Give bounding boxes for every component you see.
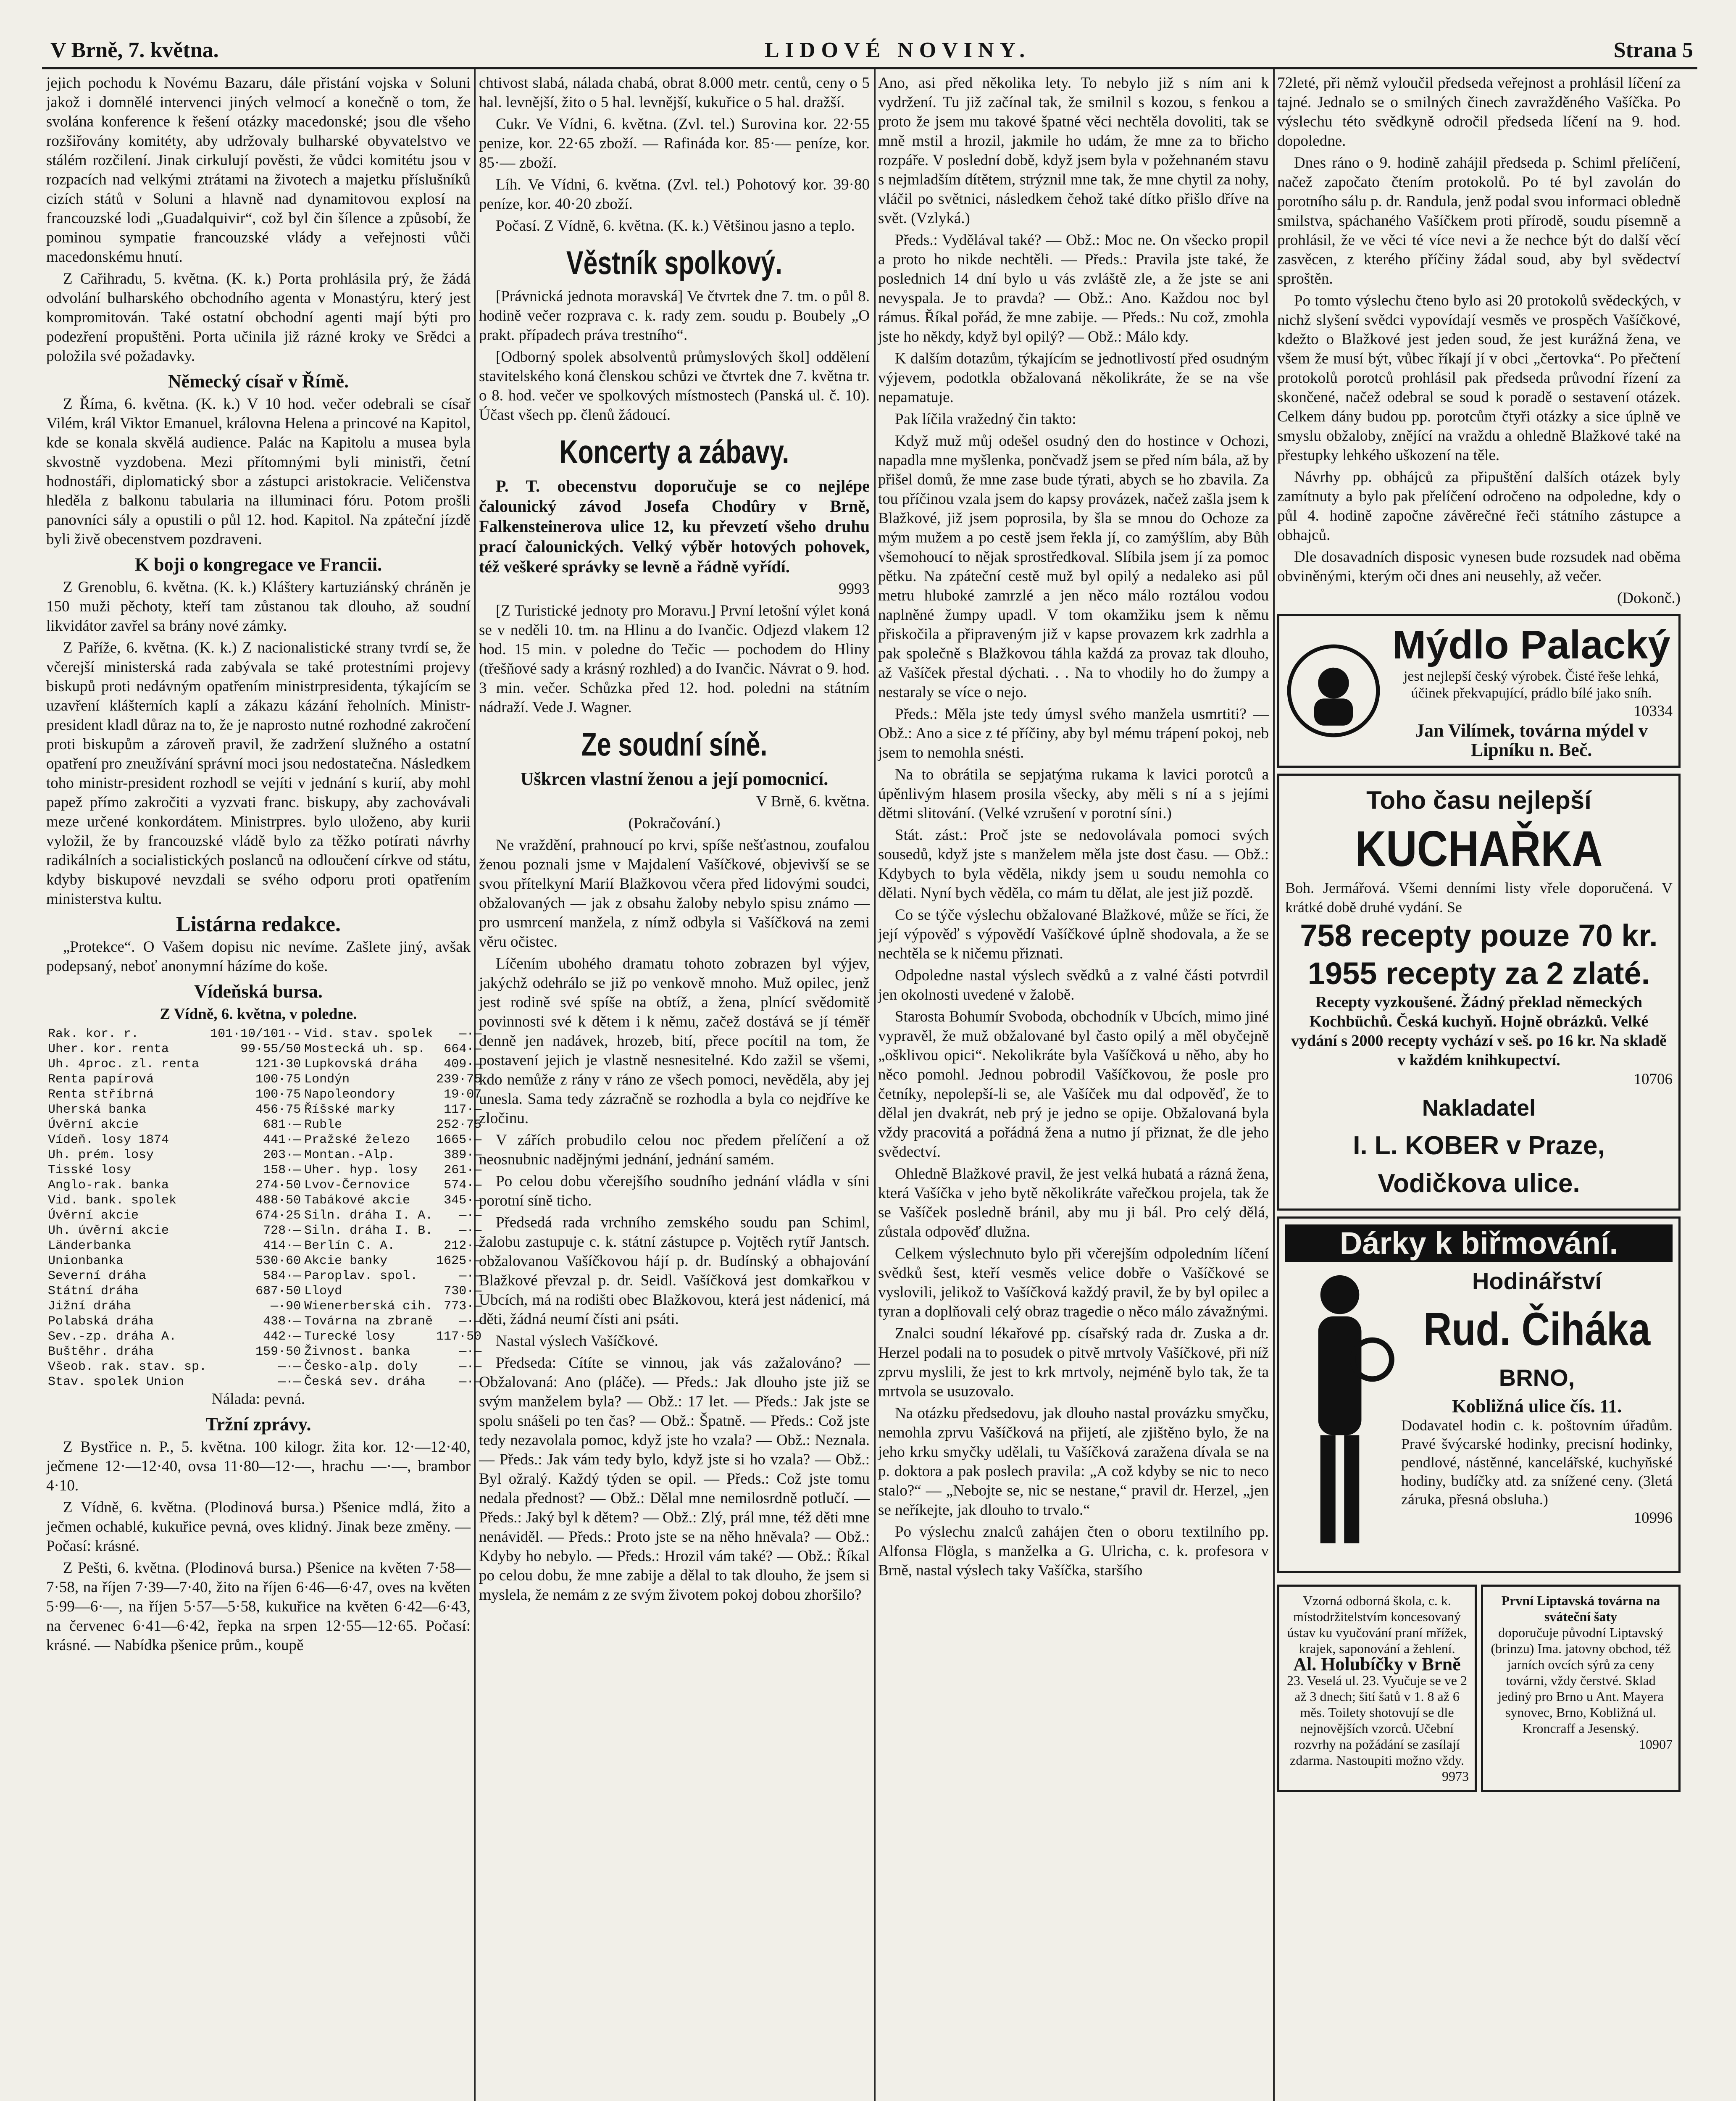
article-text: 72leté, při němž vyloučil předseda veřejnost a prohlásil líčení za tajné. Jednalo se o smilných činech zavražděného Vašíčka. Po výslechu této svědkyně odročil předseda líčení na 9. hod. dopoledne. [1277, 74, 1681, 150]
bursa-security: Tisské losy [48, 1163, 132, 1177]
bursa-row [46, 1027, 483, 1042]
ad-firm: Rud. Čiháka [1423, 1303, 1651, 1355]
bursa-price: 409·— [444, 1057, 482, 1072]
bursa-dateline: Z Vídně, 6. května, v poledne. [160, 1006, 357, 1023]
bursa-security: Uher. kor. renta [48, 1042, 169, 1056]
bursa-security: Wienerberská cih. [304, 1299, 433, 1314]
column-divider [1273, 69, 1275, 2101]
bursa-price: 117·50 [436, 1330, 482, 1344]
ad-text: Recepty vyzkoušené. Žádný překlad německých Kochbüchů. Česká kuchyň. Hojně obrázků. Velké vydání s 2000 recepty vychází v seš. po 16 kr. Na skladě v každém knihkupectví. [1291, 993, 1667, 1069]
ad-cookbook [1277, 774, 1681, 1211]
bursa-price: —·— [459, 1269, 482, 1283]
bursa-price: 1665·— [436, 1133, 482, 1147]
bursa-security: Lupkovská dráha [304, 1057, 418, 1072]
article-text: Po tomto výslechu čteno bylo asi 20 protokolů svědeckých, v nichž slyšení svědci vypovídají vesměs ve prospěch Vašíčkové, kdežto o Blažkové jest jeden soud, že jest kurážná žena, ve všem že musí být, vůbec říkají jí v obci „čertovka“. Po přečtení protokolů porotců prohlásil pak předseda průvodní řízení za skončené, načež odebral se soud k poradě o sestavení otázek. Celkem dány budou pp. porotcům čtyři otázky a sice úplně ve smyslu obžaloby, znějící na vraždu a ohledně Blažkové také na přestupky lehkého uškození na těle. [1277, 292, 1681, 464]
advertisement: P. T. obecenstvu doporučuje se co nejlépe čalounický závod Josefa Chodûry v Brně, Falkensteinerova ulice 12, ku převzetí všeho druhu prací čalounických. Velký výběr hotových pohovek, též veškeré správky se levně a řádně vyřídí. [479, 477, 870, 576]
bursa-security: Tabákové akcie [304, 1193, 410, 1208]
bursa-security: Sev.-zp. dráha A. [48, 1330, 177, 1344]
article-text: [Právnická jednota moravská] Ve čtvrtek dne 7. tm. o půl 8. hodině večer rozprava c. k. rady zem. soudu p. Boubely „O prakt. případech práva trestního“. [479, 288, 870, 344]
ad-text: 23. Veselá ul. 23. Vyučuje se ve 2 až 3 dnech; šití šatů v 1. 8 až 6 měs. Toilety shotovují se dle nejnovějších vzorců. Učební rozvrhy na požádání se zasílají zdarma. Nastoupiti možno vždy. [1287, 1673, 1467, 1768]
header-masthead: LIDOVÉ NOVINY. [765, 38, 1031, 62]
article-dateline: V Brně, 6. května. [756, 793, 870, 810]
bursa-price: —·— [459, 1345, 482, 1359]
article-text: Z Grenoblu, 6. května. (K. k.) Kláštery kartuziánský chráněn je 150 muži pěchoty, kteří tam zůstanou tak dlouho, až soudní likvidátor zavřel sa brány nové zámky. [46, 579, 471, 635]
article-text: Ne vraždění, prahnoucí po krvi, spíše nešťastnou, zoufalou ženou poznali jsme v Majdalení Vašíčkové, objevivší se se svou přítelkyní Marií Blažkovou včera před lidovými soudci, obžalovaných — jak z obsahu žaloby nebylo spisu známo — pro usmrcení manžela, z nímž odbyla si Vašíčková na zemi věru očistec. [479, 837, 870, 950]
article-text: Předs.: Měla jste tedy úmysl svého manžela usmrtiti? — Obž.: Ano a sice z té příčiny, aby byl mému trápení pokoj, neb jsem to nemohla snésti. [878, 706, 1269, 761]
bursa-row [46, 1178, 483, 1193]
bursa-row [46, 1087, 483, 1102]
ad-soap [1277, 614, 1681, 768]
ad-title: První Liptavská továrna na sváteční šaty [1501, 1593, 1660, 1624]
bursa-security: Montan.-Alp. [304, 1148, 395, 1162]
ad-firm: Jan Vilímek, továrna mýdel v Lipníku n. Beč. [1415, 720, 1648, 760]
ad-number: 10907 [1639, 1737, 1673, 1752]
bursa-price: 574·— [444, 1178, 482, 1193]
bursa-row [46, 1344, 483, 1359]
bursa-price: —·— [459, 1375, 482, 1389]
article-text: Dnes ráno o 9. hodině zahájil předseda p. Schiml přelíčení, načež započato čtením protokolů. Po té byl zavolán do porotního sálu p. dr. Randula, jenž podal svou informaci obledně smilstva, spáchaného Vašíčkem proti přírodě, soudu písemně a prohlásil, že ve věci té více nevi a že nechce být do další věcí zasvěcen, z kterého příčiny žádal soud, aby byl svědectví sproštěn. [1277, 154, 1681, 287]
bursa-price: —·— [459, 1360, 482, 1374]
section-heading: Věstník spolkový. [566, 244, 782, 281]
article-text: Předsedá rada vrchního zemského soudu pan Schiml, žalobu zastupuje c. k. státní zástupce p. Vojtěch rytíř Jantsch. obžalovanou Vašíčkovou hájí p. dr. Budínský a obhajování Blažkové převzal p. dr. Seidl. Vašíčková jest domkařkou v Ubcích, má na rodišti obec Blažkovou, která jest nádenicí, má děti, žádná neumí čísti ani psáti. [479, 1214, 870, 1328]
bursa-security: Anglo-rak. banka [48, 1178, 169, 1193]
bursa-price: 664·— [444, 1042, 482, 1056]
bursa-security: Mostecká uh. sp. [304, 1042, 426, 1056]
bursa-price: 441·— [263, 1133, 301, 1147]
article-text: Když muž můj odešel osudný den do hostince v Ochozi, napadla mne myšlenka, pončvadž jsem se před ním bála, až by přišel domů, že mne zase bude týrati, abych se ho zbavila. Za tou příčinou vzala jsem do kapsy provázek, načež zašla jsem k Blažkové, již jsem poprosila, by šla se mnou do Ochoze za mým mužem a po cestě jsem řekla jí, co zamýšlím, aby Bůh všemohoucí to nějak sprostředkoval. Slíbila jsem jí za pomoc pětku. Na zpáteční cestě muž byl opilý a nedaleko asi půl metru hluboké zamrzlé a jen něco málo roztálou vodou naplněné žumpy upadl. V tom okamžiku jsem k němu přiskočila a připraveným již v kapse provazem krk zadrhla a pak společně s Blažkovou táhla každá za provaz tak dlouho, až Vašíček přestal dýchati. . . Na to vhodily ho do žumpy a nestaraly se více o nejo. [878, 432, 1269, 701]
bursa-security: Vid. stav. spolek [304, 1027, 433, 1041]
bursa-price: —·— [459, 1027, 482, 1041]
column-2 [479, 74, 870, 2101]
ad-text: Vzorná odborná škola, c. k. místodržitelstvím koncesovaný ústav ku vyučování praní mřížek, krajek, saponování a žehlení. [1287, 1593, 1467, 1656]
bursa-security: Lvov-Černovice [304, 1178, 410, 1193]
bursa-security: Berlín C. A. [304, 1239, 395, 1253]
bursa-row [46, 1148, 483, 1163]
bursa-row [46, 1374, 483, 1390]
article-text: Předs.: Vydělával také? — Obž.: Moc ne. On všecko propil a proto ho nikde nechtěli. — Předs.: Pravila jste také, že poslednich 14 dní bylo u vás zvláště zle, a že jste se ani nevyspala. Je to pravda? — Obž.: Ano. Každou noc byl rámus. Říkal pořád, že mne zabije. — Předs.: Nu což, zmohla jste ho někdy, když byl opilý? — Obž.: Málo kdy. [878, 232, 1269, 345]
bursa-price: 584·— [263, 1269, 301, 1283]
article-text: Cukr. Ve Vídni, 6. května. (Zvl. tel.) Surovina kor. 22·55 penize, kor. 22·65 zboží. — Rafináda kor. 85·— peníze, kor. 85·— zboží. [479, 116, 870, 171]
article-text: [Odborný spolek absolventů průmyslových škol] oddělení stavitelského koná členskou schůzi ve čtvrtek dne 7. května tr. o 8. hod. večer ve spolkových místnostech (Panská ul. č. 10). Účast všech pp. členů žádoucí. [479, 348, 870, 424]
bursa-price: 203·— [263, 1148, 301, 1162]
article-text: jejich pochodu k Novému Bazaru, dále přistání vojska v Soluni jakož i domnělé intervenci jiných velmocí a konečně o tom, že svolána konference k řešení otázky macedonské; jsou dle všeho rozšiřovány komitéty, aby udržovaly bulharské obyvatelstvo ve stálém rozčilení. Jinak cirkulují pověsti, že vůdci komitétu jsou v rozpacích nad velkými ztrátami na životech a majetku příslušníků cizích států v Soluni a hlavně nad dynamitovou explosí na francouzské lodi „Guadalquivir“, což byl čin šílence a způsobí, že pominou sympatie francouzské vlády a veřejnosti vůči macedonskému hnutí. [46, 74, 471, 266]
bursa-price: 101·10/101·- [210, 1027, 301, 1041]
bursa-price: —·— [278, 1360, 301, 1374]
bursa-security: Akcie banky [304, 1254, 388, 1268]
bursa-mood: Nálada: pevná. [212, 1390, 305, 1408]
article-continued: (Dokonč.) [1617, 590, 1681, 607]
article-text: Co se týče výslechu obžalované Blažkové, může se říci, že její výpověď s výpovědí Vašíčkové úplně shodovala, a že se nechtěla se k ničemu přiznati. [878, 906, 1269, 962]
bursa-row [46, 1057, 483, 1072]
watchmaker-figure-icon [1285, 1262, 1394, 1565]
bursa-price: 438·— [263, 1314, 301, 1329]
ad-text: jest nejlepší český výrobek. Čisté řeše lehká, účinek překvapující, prádlo bílé jako sníh. [1403, 669, 1660, 701]
bursa-price: —·— [278, 1375, 301, 1389]
article-text: Z Cařihradu, 5. května. (K. k.) Porta prohlásila prý, že žádá odvolání bulharského obchodního agenta v Monastýru, který jest kompromitován. Také ostatní obchodní agenti mají býti pro podezření propuštěni. Porta učinila již rázné kroky ve Srědci a položila své požadavky. [46, 270, 471, 365]
bursa-table [46, 1027, 483, 1390]
bursa-security: Česko-alp. doly [304, 1360, 418, 1374]
bursa-security: Paroplav. spol. [304, 1269, 418, 1283]
bursa-price: 121·30 [255, 1057, 301, 1072]
article-text: Z Vídně, 6. května. (Plodinová bursa.) Pšenice mdlá, žito a ječmen ochablé, kukuřice pevná, oves klidný. Jinak beze změny. — Počasí: krásné. [46, 1499, 471, 1555]
ad-kicker: Toho času nejlepší [1366, 786, 1591, 814]
article-text: Znalci soudní lékařové pp. císařský rada dr. Zuska a dr. Herzel podali na to posudek o pitvě mrtvoly Vašíčkové, při níž zprvu myslili, že jest to krk mrtvoly, nejméně bylo tak, že ta mrtvola se usuzovalo. [878, 1325, 1269, 1400]
bursa-security: Londýn [304, 1072, 350, 1087]
bursa-security: Státní dráha [48, 1284, 139, 1298]
ad-firm: Al. Holubíčky v Brně [1293, 1654, 1461, 1674]
bursa-price: 212·— [444, 1239, 482, 1253]
article-text: Líh. Ve Vídni, 6. května. (Zvl. tel.) Pohotový kor. 39·80 peníze, kor. 40·20 zboží. [479, 176, 870, 213]
header-date: V Brně, 7. května. [50, 38, 219, 62]
bursa-row [46, 1102, 483, 1117]
bursa-price: 488·50 [255, 1193, 301, 1208]
bursa-row [46, 1329, 483, 1344]
ad-title: KUCHAŘKA [1355, 821, 1603, 877]
bursa-security: Severní dráha [48, 1269, 147, 1283]
bursa-price: —·— [459, 1208, 482, 1223]
column-4 [1277, 74, 1681, 2101]
header-page-number: Strana 5 [1613, 38, 1693, 62]
bursa-price: —·90 [271, 1299, 301, 1314]
bursa-security: Všeob. rak. stav. sp. [48, 1360, 207, 1374]
bursa-security: Úvěrní akcie [48, 1118, 139, 1132]
section-heading: Německý císař v Římě. [168, 371, 349, 392]
bursa-row [46, 1284, 483, 1299]
bursa-security: Rak. kor. r. [48, 1027, 139, 1041]
ad-publisher: I. L. KOBER v Praze, Vodičkova ulice. [1353, 1131, 1605, 1198]
column-divider [874, 69, 876, 2101]
article-text: Předseda: Cítíte se vinnou, jak vás zažalováno? — Obžalovaná: Ano (pláče). — Předs.: Jak dlouho jste již se svým manželem byla? — Obž.: 17 let. — Předs.: Jak jste se spolu snášeli po ten čas? — Obž.: Špatně. — Předs.: Což jste tedy nezavolala pomoc, když jste ho vzala? — Obž.: Neznala. — Předs.: Jak vám tedy bylo, když jste si ho vzala? — Obž.: Byl ožralý. Každý týden se opil. — Předs.: Což jste tomu nedala přednost? — Obž.: Dělal mne nemilosrdně potlučí. — Předs.: Jaký byl k dětem? — Obž.: Zlý, prál mne, též děti mne nenáviděl. — Předs.: Proto jste se na něho hněvala? — Obž.: Kdyby ho nebylo. — Předs.: Hrozil vám také? — Obž.: Říkal po celou dobu, že mne zabije a dělal to tak dlouho, že jsem si myslela, že nemám z ze svým životem pokoj dobou zhoršilo? [479, 1354, 870, 1603]
bursa-security: Napoleondory [304, 1087, 395, 1102]
bursa-row [46, 1314, 483, 1329]
bursa-price: 239·75 [436, 1072, 482, 1087]
article-text: V zářích probudilo celou noc předem přelíčení a ož neosnubnic nadějnými jednání, jednání samém. [479, 1132, 870, 1168]
bursa-security: Vid. bank. spolek [48, 1193, 177, 1208]
bursa-price: 530·60 [255, 1254, 301, 1268]
bursa-row [46, 1117, 483, 1132]
ad-number: 9993 [839, 580, 870, 598]
bursa-security: Uher. hyp. losy [304, 1163, 418, 1177]
bursa-price: 345·— [444, 1193, 482, 1208]
ad-price: 758 recepty pouze 70 kr. [1300, 918, 1658, 953]
bursa-row [46, 1223, 483, 1238]
article-text: Pak líčila vražedný čin takto: [895, 411, 1076, 428]
bursa-row [46, 1238, 483, 1253]
article-headline: Uškrcen vlastní ženou a její pomocnicí. [520, 769, 829, 789]
bursa-security: Siln. dráha I. A. [304, 1208, 433, 1223]
bursa-security: Turecké losy [304, 1330, 395, 1344]
bursa-price: 389·— [444, 1148, 482, 1162]
ad-address: Kobližná ulice čís. 11. [1452, 1396, 1622, 1416]
portrait-seal-icon [1285, 642, 1382, 739]
bursa-price: 730·— [444, 1284, 482, 1298]
ad-row [1277, 1579, 1681, 1798]
article-text: Z Bystřice n. P., 5. května. 100 kilogr. žita kor. 12·—12·40, ječmene 12·—12·40, ovsa 11·80—12·—, hrachu —·—, brambor 4·10. [46, 1438, 471, 1494]
column-3 [878, 74, 1269, 2101]
column-1 [46, 74, 482, 2101]
bursa-security: Říšské marky [304, 1103, 395, 1117]
article-text: Dle dosavadních disposic vynesen bude rozsudek nad oběma obviněnými, kterým oči dnes ani neusehly, až večer. [1277, 548, 1681, 585]
bursa-row [46, 1269, 483, 1284]
bursa-security: Länderbanka [48, 1239, 132, 1253]
bursa-price: 261·— [444, 1163, 482, 1177]
bursa-row [46, 1072, 483, 1087]
bursa-row [46, 1253, 483, 1269]
ad-publisher-label: Nakladatel [1422, 1095, 1536, 1121]
ad-subtitle: Hodinářství [1472, 1268, 1602, 1294]
bursa-security: Uherská banka [48, 1103, 147, 1117]
bursa-security: Továrna na zbraně [304, 1314, 433, 1329]
ad-number: 10334 [1633, 703, 1673, 720]
header-rule [42, 67, 1697, 69]
bursa-price: 117·— [444, 1103, 482, 1117]
ad-title: Dárky k biřmování. [1285, 1224, 1673, 1262]
article-text: Starosta Bohumír Svoboda, obchodník v Ubcích, mimo jiné vypravěl, že muž obžalované byl často opilý a měl obyčejně „ošklivou opici“. Nekolikráte byla Vašíčková u něho, aby ho něco pomohl. Jednou pobrodil Vašíčkovou, že posle pro četníky, nepolepší-li se, ale Vašíček mu dal odpověď, že to dělal jen dvakrát, neb prý je jedno se opije. Obžalovaná byla vždy pracovitá a pořádná žena a nutno jí přiznat, že dle jeho svědectví. [878, 1008, 1269, 1161]
bursa-security: Renta stříbrná [48, 1087, 154, 1102]
bursa-price: —·— [459, 1224, 482, 1238]
bursa-row [46, 1359, 483, 1374]
bursa-price: 414·— [263, 1239, 301, 1253]
bursa-price: 99·55/50 [240, 1042, 301, 1056]
article-text: Ano, asi před několika lety. To nebylo již s ním ani k vydržení. Tu již začínal tak, že smilnil s kozou, s fenkou a proto že jsem mu takové špatné věci nechtěla dovoliti, tak se mně mstil a hrozil, jakmile ho udám, že mne za to břicho rozpáře. V poslední době, když jsem byla v požehnaném stavu s nejmladším dítětem, strýznil mne tak, že mne chytil za nohy, vláčil po světnici, následkem čehož také dítko přišlo dříve na svět. (Vzlyká.) [878, 74, 1269, 227]
article-text: Po výslechu znalců zahájen čten o oboru textilního pp. Alfonsa Flögla, s manželka a G. Ulricha, c. k. profesora v Brně, nastal výslech taky Vašíčka, staršího [878, 1523, 1269, 1579]
section-heading: Koncerty a zábavy. [559, 433, 789, 470]
ad-number: 9973 [1442, 1769, 1469, 1784]
bursa-price: 773·— [444, 1299, 482, 1314]
bursa-row [46, 1042, 483, 1057]
bursa-price: 100·75 [255, 1087, 301, 1102]
article-text: Ohledně Blažkové pravil, že jest velká hubatá a rázná žena, která Vašíčka v jeho bytě několikráte vařečkou projela, tak že se Vašíček posledně bránil, aby mu ji bál. Pro celý dělá, zůstala odpověď dlužna. [878, 1165, 1269, 1240]
article-text: Návrhy pp. obhájců za připuštění dalších otázek byly zamítnuty a bylo pak přelíčení odročeno na odpoledne, kdy o půl 4. hodině započne závěrečné řeči státního zástupce a obhajců. [1277, 469, 1681, 544]
article-text: „Protekce“. O Vašem dopisu nic nevíme. Zašlete jiný, avšak podepsaný, neboť anonymní házíme do koše. [46, 938, 471, 975]
bursa-price: 442·— [263, 1330, 301, 1344]
section-heading: Ze soudní síně. [581, 726, 768, 763]
bursa-security: Úvěrní akcie [48, 1208, 139, 1223]
article-text: Po celou dobu včerejšího soudního jednání vládla v síni porotní síně ticho. [479, 1173, 870, 1209]
article-text: Na otázku předsedovu, jak dlouho nastal provázku smyčku, nemohla zprvu Vašíčková na přijetí, ale zjištěno bylo, že na jeho krku smyčky udělali, tu Vašíčková zaražena dívala se na p. doktora a pak poslech pravila: „A což kdyby se nic to neco stalo?“ — „Nebojte se, nic se nestane,“ pravil dr. Herzel, „jen se neříkejte, jak dlouho to trvalo.“ [878, 1405, 1269, 1519]
bursa-security: Pražské železo [304, 1133, 410, 1147]
page-header [50, 29, 1693, 67]
bursa-price: 456·75 [255, 1103, 301, 1117]
article-text: Z Paříže, 6. května. (K. k.) Z nacionalistické strany tvrdí se, že včerejší ministerská rada zabývala se také protestními projevy biskupů proti nedávným opatřením ministrpresidenta, týkajícím se uzavření klášterních kaplí a zákazu kázání řeholních. Ministr-president kladl důraz na to, že je naprosto nutné rozhodné zakročení proti biskupům a zároveň pravil, že zadržení služného a ostatní opatření pro zneužívání správní moci jsou nedostatečna. Následkem toho ministr-president rozhodl se vejíti v jednání s kurií, aby mohl papež přímo zakročiti a vyzvati franc. biskupy, aby zachovávali meze určené konkordátem. Ministrpres. bylo uloženo, aby kurii vyložil, že by francouzské vládě bylo za těžko potírati návrhy radikálních a socialistických poslanců na odloučení církve od státu, kdyby biskupové nevzdali se svého odporu proti opatřením ministerstva kultu. [46, 639, 471, 908]
article-text: Líčením ubohého dramatu tohoto zobrazen byl výjev, jakýchž odehrálo se již po venkově mnoho. Muž opilec, jenž jest rodině své spíše na obtíž, a žena, plnící svědomitě povinnosti své k dětem i k němu, začež dostává se jí téměř denně jen nadávek, hrozeb, bití, přece pocítil na tom, že postavení jejich je vlastně nesnesitelné. Kdo zažil se všemi, kdo nemůže z rány v ráno ze všech pomoci, nevěděla, aby jej unesla. Sama tedy zázračně se rozhodla a byla co nejdříve ke zločinu. [479, 955, 870, 1127]
bursa-row [46, 1193, 483, 1208]
bursa-row [46, 1299, 483, 1314]
bursa-security: Uh. prém. losy [48, 1148, 154, 1162]
bursa-price: 19·07 [444, 1087, 482, 1102]
bursa-row [46, 1163, 483, 1178]
bursa-security: Siln. dráha I. B. [304, 1224, 433, 1238]
ad-price: 1955 recepty za 2 zlaté. [1307, 956, 1650, 991]
bursa-security: Uh. úvěrní akcie [48, 1224, 169, 1238]
ad-number: 10706 [1633, 1071, 1673, 1088]
bursa-row [46, 1208, 483, 1223]
article-text: Stát. zást.: Proč jste se nedovolávala pomoci svých sousedů, když jste s manželem měla jste dost času. — Obž.: Kdybych to byla věděla, nikdy jsem u soudu nemohla co dělati. Nyní bych věděla, co mám tu dělat, ale jest již pozdě. [878, 827, 1269, 902]
article-text: Nastal výslech Vašíčkové. [496, 1332, 658, 1350]
article-text: K dalším dotazům, týkajícím se jednotlivostí před osudným výjevem, podotkla obžalovaná několikráte, že se na vše nepamatuje. [878, 350, 1269, 406]
section-heading: K boji o kongregace ve Francii. [134, 554, 382, 575]
article-text: Odpoledne nastal výslech svědků a z valné části potvrdil jen okolnosti uvedené v žalobě. [878, 967, 1269, 1003]
section-heading: Tržní zprávy. [205, 1414, 311, 1435]
bursa-price: —·— [459, 1314, 482, 1329]
ad-text: Dodavatel hodin c. k. poštovním úřadům. Pravé švýcarské hodinky, precisní hodinky, pendlové, nástěnné, kancelářské, kuchyňské hodiny, budíčky atd. za snížené ceny. (3letá záruka, přesná obsluha.) [1401, 1417, 1673, 1508]
ad-watchmaker [1277, 1216, 1681, 1573]
bursa-security: Lloyd [304, 1284, 342, 1298]
section-heading: Listárna redakce. [176, 912, 341, 936]
section-heading: Vídeňská bursa. [194, 981, 323, 1002]
bursa-row [46, 1132, 483, 1148]
ad-cheese [1481, 1585, 1681, 1792]
bursa-security: Jižní dráha [48, 1299, 132, 1314]
article-text: (Pokračování.) [628, 815, 721, 832]
bursa-security: Vídeň. losy 1874 [48, 1133, 169, 1147]
bursa-security: Unionbanka [48, 1254, 124, 1268]
bursa-price: 252·75 [436, 1118, 482, 1132]
bursa-security: Renta papírová [48, 1072, 154, 1087]
ad-number: 10996 [1633, 1509, 1673, 1527]
article-text: chtivost slabá, nálada chabá, obrat 8.000 metr. centů, ceny o 5 hal. levnější, žito o 5 hal. levnější, kukuřice o 5 hal. dražší. [479, 74, 870, 111]
ad-school [1277, 1585, 1477, 1792]
ad-text: Boh. Jermářová. Všemi denními listy vřele doporučená. V krátké době druhé vydání. Se [1285, 879, 1673, 916]
bursa-security: Živnost. banka [304, 1345, 410, 1359]
bursa-price: 1625·— [436, 1254, 482, 1268]
article-text: Na to obrátila se sepjatýma rukama k lavici porotců a úpěnlivým hlasem prosila všecky, aby měli s ní a s jejími dětmi slitování. (Velké vzrušení v porotní síni.) [878, 766, 1269, 822]
bursa-security: Česká sev. dráha [304, 1375, 426, 1389]
bursa-security: Polabská dráha [48, 1314, 154, 1329]
bursa-price: 100·75 [255, 1072, 301, 1087]
article-text: Počasí. Z Vídně, 6. května. (K. k.) Většinou jasno a teplo. [496, 217, 855, 234]
article-text: Z Pešti, 6. května. (Plodinová bursa.) Pšenice na květen 7·58—7·58, na říjen 7·39—7·40, žito na říjen 6·46—6·47, oves na květen 5·99—6·—, na říjen 5·57—5·58, kukuřice na květen 6·42—6·43, na červenec 6·41—6·42, řepka na srpen 12·55—12·65. Počasí: krásné. — Nabídka pšenice prům., koupě [46, 1559, 471, 1654]
bursa-price: 681·— [263, 1118, 301, 1132]
ad-title: Mýdlo Palacký [1392, 622, 1670, 667]
article-text: [Z Turistické jednoty pro Moravu.] První letošní výlet koná se v neděli 10. tm. na Hlinu a do Ivančic. Odjezd vlakem 12 hod. 15 min. v poledne do Tečic — pochodem do Hliny (třešňové sady a krásný rozhled) a do Ivančic. Návrat o 9. hod. 3 min. večer. Schůzka před 12. hod. poledni na státním nádraží. Vede J. Wagner. [479, 602, 870, 716]
bursa-price: 159·50 [255, 1345, 301, 1359]
article-text: Celkem výslechnuto bylo při včerejším odpoledním líčení svědků šest, kteří vesměs velice dobře o Vašíčkové se vyslovili, jelikož to Vašíčková každý pravil, že by byl opilec a tyran a doplňovali celý obraz tragedie o něco málo závažnými. [878, 1245, 1269, 1320]
bursa-security: Ruble [304, 1118, 342, 1132]
bursa-price: 674·25 [255, 1208, 301, 1223]
bursa-security: Buštěhr. dráha [48, 1345, 154, 1359]
bursa-price: 687·50 [255, 1284, 301, 1298]
bursa-security: Stav. spolek Union [48, 1375, 184, 1389]
ad-text: doporučuje původní Liptavský (brinzu) Ima. jatovny obchod, též jarních ovcích sýrů za ceny továrni, vždy čerstvé. Sklad jediný pro Brno u Ant. Mayera synovec, Brno, Kobližná ul. Kroncraff a Jesenský. [1491, 1625, 1671, 1736]
bursa-price: 274·50 [255, 1178, 301, 1193]
bursa-security: Uh. 4proc. zl. renta [48, 1057, 200, 1072]
article-text: Z Říma, 6. května. (K. k.) V 10 hod. večer odebrali se císař Vilém, král Viktor Emanuel, královna Helena a princové na Kapitol, kde se konala skvělá audience. Palác na Kapitolu a musea byla skvostně vyzdobena. Mezi přítomnými byli ministři, četní hodnostáři, diplomatický sbor a zástupci aristokracie. Veličenstva hleděla z balkonu tabularia na illuminaci fóru. Potom prošli panovníci sály a opustili o půl 12. hod. Kapitol. Na zpáteční jízdě byli živě obecenstvem pozdraveni. [46, 395, 471, 548]
bursa-price: 158·— [263, 1163, 301, 1177]
ad-city: BRNO, [1499, 1364, 1575, 1391]
bursa-price: 728·— [263, 1224, 301, 1238]
